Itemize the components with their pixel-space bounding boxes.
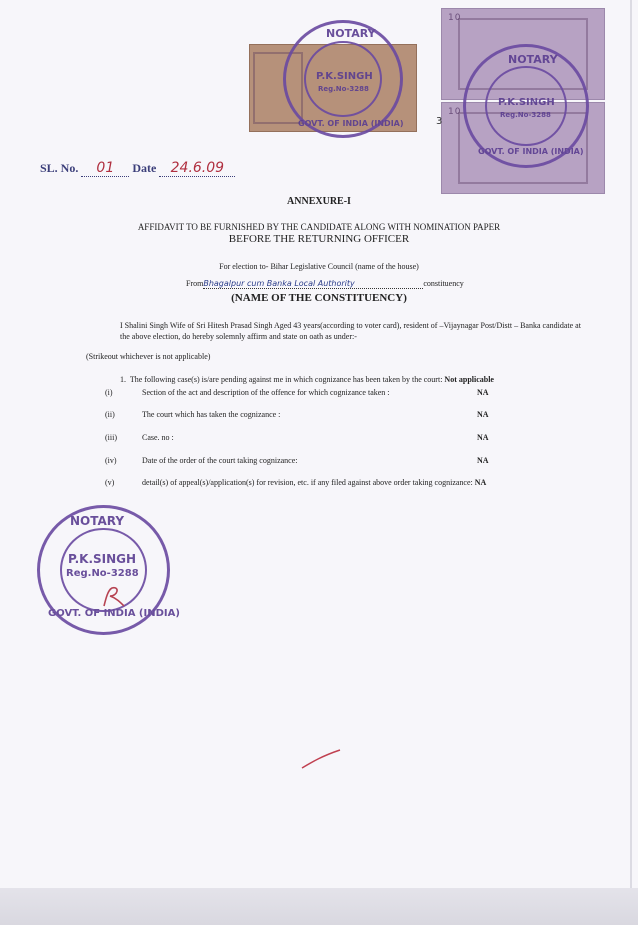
subitem-roman: (iv) [105,456,117,465]
serial-line [40,160,235,177]
item-1 [120,375,494,384]
item-text: The following case(s) is/are pending against me in which cognizance has been taken by the court: [129,375,443,384]
subitem-text: The court which has taken the cognizance : [142,410,281,419]
constituency-line [186,279,486,289]
date-field [159,160,235,177]
item-status: Not applicable [444,375,494,384]
subitem-roman: (i) [105,388,113,397]
date-value: 24.6.09 [170,160,225,176]
seal-top-text: NOTARY [508,53,558,66]
seal-name: P.K.SINGH [316,71,373,82]
seal-name: P.K.SINGH [68,552,137,566]
seal-bottom-text: GOVT. OF INDIA (INDIA) [48,608,180,619]
subitem-text: Section of the act and description of the offence for which cognizance taken : [142,388,390,397]
pen-mark [300,748,342,770]
declaration-paragraph: I Shalini Singh Wife of Sri Hitesh Prasad Singh Aged 43 years(according to voter card), resident of –Vijaynagar Post/Distt – Banka candidate at the above election, do hereby solemnly affirm and state on oath as under:- [120,321,581,341]
seal-top-text: NOTARY [326,27,376,40]
strikeout-note: (Strikeout whichever is not applicable) [86,352,211,361]
subitem-value: NA [477,456,489,465]
constituency-handwritten: Bhagalpur cum Banka Local Authority [203,279,423,289]
seal-bottom-text: GOVT. OF INDIA (INDIA) [478,147,584,156]
notary-seal [283,20,403,138]
seal-reg: Reg.No-3288 [318,85,369,93]
stamp-number: 10 [448,107,462,117]
subitem-value: NA [474,478,487,487]
subitem-text: Date of the order of the court taking cognizance: [142,456,298,465]
subitem-value: NA [477,433,489,442]
returning-officer-heading: BEFORE THE RETURNING OFFICER [228,233,410,245]
signature-mark [98,584,128,610]
seal-name: P.K.SINGH [498,97,555,108]
election-line: For election to- Bihar Legislative Council (name of the house) [219,262,419,271]
subitem-roman: (ii) [105,410,115,419]
notary-seal [463,44,589,168]
seal-bottom-text: GOVT. OF INDIA (INDIA) [298,119,404,128]
serial-field [81,160,129,177]
seal-top-text: NOTARY [70,514,125,528]
stamp-side-number: 3 [436,116,444,127]
subitem-value: NA [477,410,489,419]
date-label: Date [132,161,157,175]
item-number: 1. [120,375,126,384]
seal-reg: Reg.No-3288 [66,568,139,579]
constituency-suffix: constituency [423,279,464,288]
affidavit-heading: AFFIDAVIT TO BE FURNISHED BY THE CANDIDATE ALONG WITH NOMINATION PAPER [137,222,501,232]
annexure-title: ANNEXURE-I [287,196,351,207]
notary-seal [37,505,180,635]
stamp-number: 10 [448,13,462,23]
constituency-heading: (NAME OF THE CONSTITUENCY) [231,292,407,304]
serial-label: SL. No. [40,161,79,175]
page-bottom-margin [0,888,638,925]
subitem-text-content: detail(s) of appeal(s)/application(s) for revision, etc. if any filed against above order taking cognizance: [142,478,473,487]
subitem-roman: (iii) [105,433,117,442]
subitem-text: Case. no : [142,433,174,442]
subitem-value: NA [477,388,489,397]
subitem-text [142,478,582,487]
seal-reg: Reg.No-3288 [500,111,551,119]
page-edge [630,0,632,888]
from-label: From [186,279,204,288]
serial-value: 01 [96,160,115,176]
subitem-roman: (v) [105,478,115,487]
